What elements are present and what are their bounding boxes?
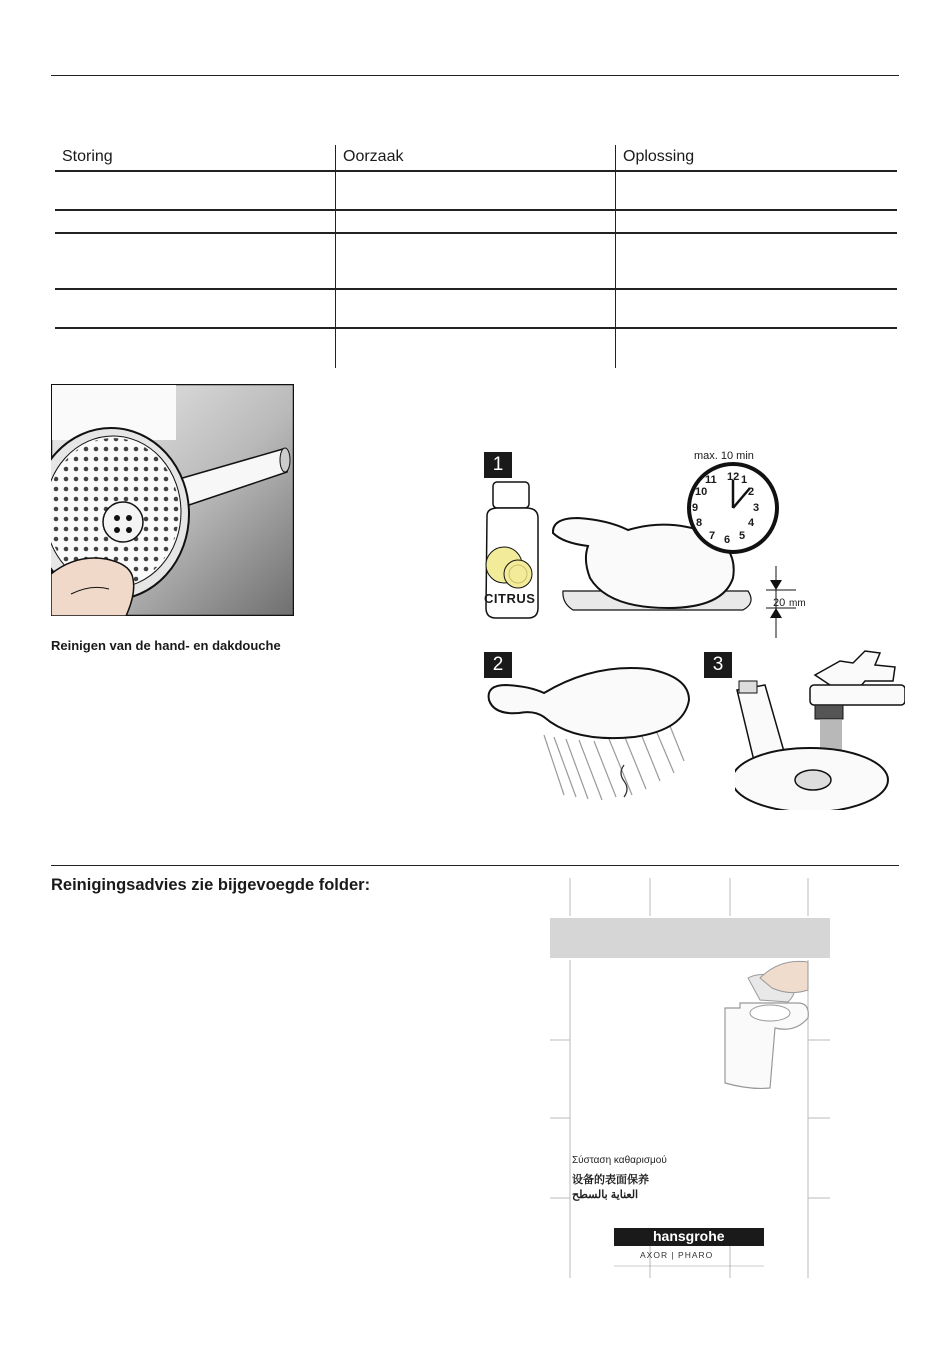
axor-pharo-logo: AXOR | PHARO [640,1250,714,1260]
clock-number: 7 [709,530,716,542]
bottle-label: CITRUS [484,591,536,606]
step-3-illustration [735,645,905,810]
header-oorzaak: Oorzaak [343,148,404,165]
step-1-badge: 1 [484,452,512,478]
clock-number: 9 [692,502,699,514]
section-rule [51,865,899,866]
table-row-divider [55,170,897,172]
clock-number: 12 [727,471,740,483]
clock-number: 8 [696,517,703,529]
clock-number: 4 [748,517,755,529]
header-storing: Storing [62,148,113,165]
cleaning-advice-heading: Reinigingsadvies zie bijgevoegde folder: [51,876,371,894]
clock-number: 6 [724,534,731,546]
table-row-divider [55,209,897,211]
folder-chinese-text: 设备的表面保养 [572,1174,649,1186]
photo-caption: Reinigen van de hand- en dakdouche [51,638,281,653]
folder-greek-text: Σύσταση καθαρισμού [572,1155,667,1166]
table-row-divider [55,288,897,290]
table-row-divider [55,327,897,329]
clock-number: 2 [748,486,755,498]
step-2-illustration [484,655,699,805]
top-rule [51,75,899,76]
folder-arabic-text: العناية بالسطح [572,1189,639,1201]
cleaning-folder-illustration [540,878,840,1278]
header-oplossing: Oplossing [623,148,695,165]
clock-number: 3 [753,502,760,514]
clock-number: 1 [741,474,748,486]
clock-number: 11 [705,474,717,486]
clock-caption: max. 10 min [694,450,754,462]
clock-number: 5 [739,530,746,542]
depth-value: 20 [773,597,786,609]
step-1-illustration [478,448,808,648]
clock-number: 10 [695,486,708,498]
step-2-badge: 2 [484,652,512,678]
step-3-badge: 3 [704,652,732,678]
shower-cleaning-illustration [51,384,294,616]
table-column-divider [615,145,616,368]
table-column-divider [335,145,336,368]
table-row-divider [55,232,897,234]
hansgrohe-logo: hansgrohe [653,1228,725,1244]
depth-unit: mm [789,598,806,609]
